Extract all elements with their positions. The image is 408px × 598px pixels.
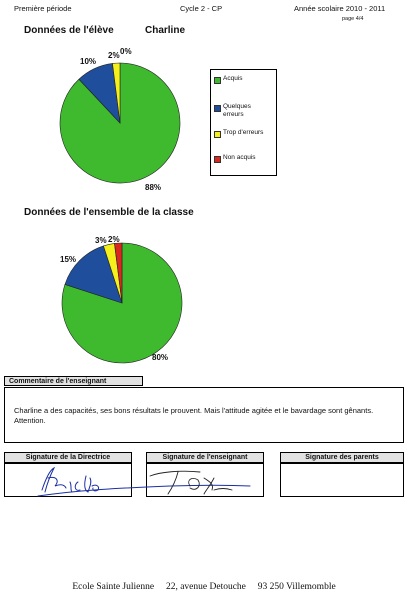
student-name: Charline <box>145 25 186 36</box>
signature-director-title: Signature de la Directrice <box>4 452 132 463</box>
student-pie-label-1: 10% <box>80 57 97 66</box>
page-number: page 4/4 <box>342 16 364 22</box>
student-section-title: Données de l'élève <box>24 25 114 36</box>
class-pie-label-2: 3% <box>95 236 107 245</box>
signature-parents-title: Signature des parents <box>280 452 404 463</box>
comment-text: Charline a des capacités, ses bons résultats le prouvent. Mais l'attitude agitée et le bavardage sont gênants. Attention. <box>14 406 374 425</box>
school-year-label: Année scolaire 2010 - 2011 <box>294 4 386 13</box>
footer-city: 93 250 Villemomble <box>257 582 336 592</box>
class-pie-label-1: 15% <box>60 255 77 264</box>
legend-label-quelques-erreurs: Quelques erreurs <box>223 103 251 118</box>
footer-school: Ecole Sainte Julienne <box>72 582 155 592</box>
footer <box>0 582 408 592</box>
cycle-label: Cycle 2 - CP <box>180 4 223 13</box>
comment-title: Commentaire de l'enseignant <box>4 376 143 386</box>
legend-label-trop-erreurs: Trop d'erreurs <box>223 129 264 136</box>
signature-teacher-title: Signature de l'enseignant <box>146 452 264 463</box>
class-section-title: Données de l'ensemble de la classe <box>24 207 194 218</box>
legend-label-acquis: Acquis <box>223 75 243 82</box>
class-pie-label-3: 2% <box>108 235 120 244</box>
class-pie-label-0: 80% <box>152 353 169 362</box>
legend-label-non-acquis: Non acquis <box>223 154 256 161</box>
period-label: Première période <box>14 4 72 13</box>
student-pie-label-2: 2% <box>108 51 120 60</box>
footer-address: 22, avenue Detouche <box>165 582 246 592</box>
student-pie-label-3: 0% <box>120 47 132 56</box>
student-pie-label-0: 88% <box>145 183 162 192</box>
